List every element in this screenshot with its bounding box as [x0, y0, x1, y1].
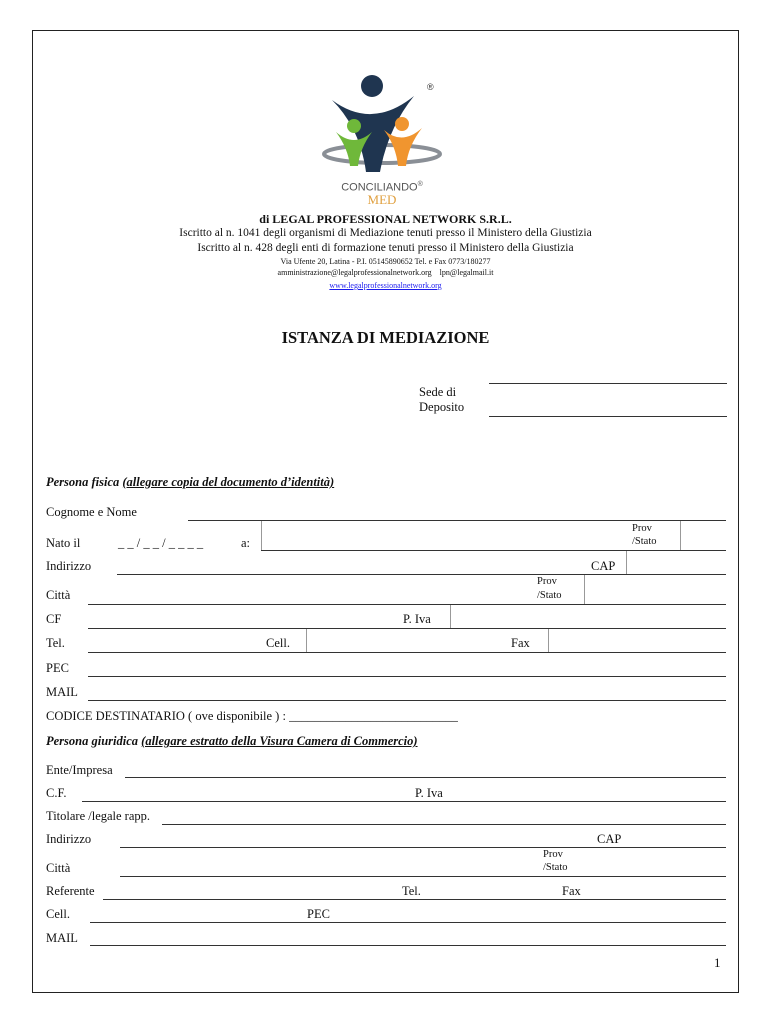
- logo-reg: ®: [417, 181, 423, 188]
- giuridica-piva-label: P. Iva: [415, 786, 443, 800]
- company-address: Via Ufente 20, Latina - P.I. 05145890652 Tel. e Fax 0773/180277: [280, 257, 491, 266]
- citta-prov-label-1: Prov: [537, 576, 557, 587]
- logo-name: CONCILIANDO: [341, 181, 418, 194]
- cognome-nome-label: Cognome e Nome: [46, 505, 137, 519]
- document-title: ISTANZA DI MEDIAZIONE: [281, 328, 490, 347]
- giuridica-cap-label: CAP: [597, 832, 622, 846]
- fax-label: Fax: [511, 636, 530, 650]
- nato-il-label: Nato il: [46, 536, 81, 550]
- giuridica-cf-field[interactable]: [82, 801, 726, 802]
- tel-label: Tel.: [46, 636, 65, 650]
- luogo-label: a:: [241, 536, 251, 550]
- giuridica-indirizzo-label: Indirizzo: [46, 832, 92, 846]
- cognome-nome-field[interactable]: [188, 520, 726, 521]
- cell-label: Cell.: [266, 636, 290, 650]
- pec-field[interactable]: [88, 676, 726, 677]
- cap-label: CAP: [591, 559, 616, 573]
- prov-label-2: /Stato: [632, 536, 657, 547]
- giuridica-fax-label: Fax: [562, 884, 581, 898]
- sede-field-line-2[interactable]: [489, 416, 727, 417]
- sede-label-2: Deposito: [419, 400, 465, 414]
- piva-label: P. Iva: [403, 612, 431, 626]
- cf-label: CF: [46, 612, 62, 626]
- referente-field[interactable]: [103, 899, 726, 900]
- page-number: 1: [714, 955, 721, 970]
- referente-label: Referente: [46, 884, 95, 898]
- giuridica-indirizzo-field[interactable]: [120, 847, 726, 848]
- tel-field[interactable]: [88, 652, 726, 653]
- giuridica-citta-field[interactable]: [120, 876, 726, 877]
- pec-label: PEC: [46, 661, 69, 675]
- citta-field[interactable]: [88, 604, 726, 605]
- titolare-field[interactable]: [162, 824, 726, 825]
- giuridica-cell-label: Cell.: [46, 907, 70, 921]
- giuridica-prov-label-1: Prov: [543, 849, 563, 860]
- sede-field-line-1[interactable]: [489, 383, 727, 384]
- giuridica-mail-field[interactable]: [90, 945, 726, 946]
- giuridica-prov-label-2: /Stato: [543, 862, 568, 873]
- registry-line-2: Iscritto al n. 428 degli enti di formazione tenuti presso il Ministero della Giustizia: [197, 242, 574, 254]
- svg-text:®: ®: [427, 82, 434, 92]
- citta-prov-label-2: /Stato: [537, 590, 562, 601]
- persona-fisica-heading: Persona fisica (allegare copia del documento d’identità): [46, 475, 335, 489]
- mail-field[interactable]: [88, 700, 726, 701]
- prov-label-1: Prov: [632, 523, 652, 534]
- indirizzo-field[interactable]: [117, 574, 726, 575]
- logo-sub: MED: [367, 192, 397, 207]
- indirizzo-label: Indirizzo: [46, 559, 92, 573]
- giuridica-pec-label: PEC: [307, 907, 330, 921]
- website-link[interactable]: www.legalprofessionalnetwork.org: [329, 281, 442, 290]
- sede-label-1: Sede di: [419, 385, 457, 399]
- persona-giuridica-heading: Persona giuridica (allegare estratto della Visura Camera di Commercio): [46, 734, 418, 748]
- giuridica-tel-label: Tel.: [402, 884, 421, 898]
- email-pec: lpn@legalmail.it: [439, 268, 494, 277]
- ente-field[interactable]: [125, 777, 726, 778]
- giuridica-mail-label: MAIL: [46, 931, 78, 945]
- persona-giuridica-note: (allegare estratto della Visura Camera di Commercio): [141, 734, 418, 748]
- company-name: di LEGAL PROFESSIONAL NETWORK S.R.L.: [259, 212, 512, 226]
- registry-line-1: Iscritto al n. 1041 degli organismi di Mediazione tenuti presso il Ministero della Giustizia: [179, 227, 592, 239]
- nascita-field[interactable]: [261, 550, 726, 551]
- ente-label: Ente/Impresa: [46, 763, 113, 777]
- giuridica-cell-field[interactable]: [90, 922, 726, 923]
- email-amministrazione: amministrazione@legalprofessionalnetwork.org: [277, 268, 432, 277]
- codice-destinatario[interactable]: CODICE DESTINATARIO ( ove disponibile ) : ___________________________: [46, 709, 458, 723]
- persona-fisica-note: (allegare copia del documento d’identità): [122, 475, 335, 489]
- mail-label: MAIL: [46, 685, 78, 699]
- cf-field[interactable]: [88, 628, 726, 629]
- giuridica-cf-label: C.F.: [46, 786, 67, 800]
- date-mask[interactable]: _ _ / _ _ / _ _ _ _: [118, 536, 204, 550]
- citta-label: Città: [46, 588, 71, 602]
- giuridica-citta-label: Città: [46, 861, 71, 875]
- titolare-label: Titolare /legale rapp.: [46, 809, 151, 823]
